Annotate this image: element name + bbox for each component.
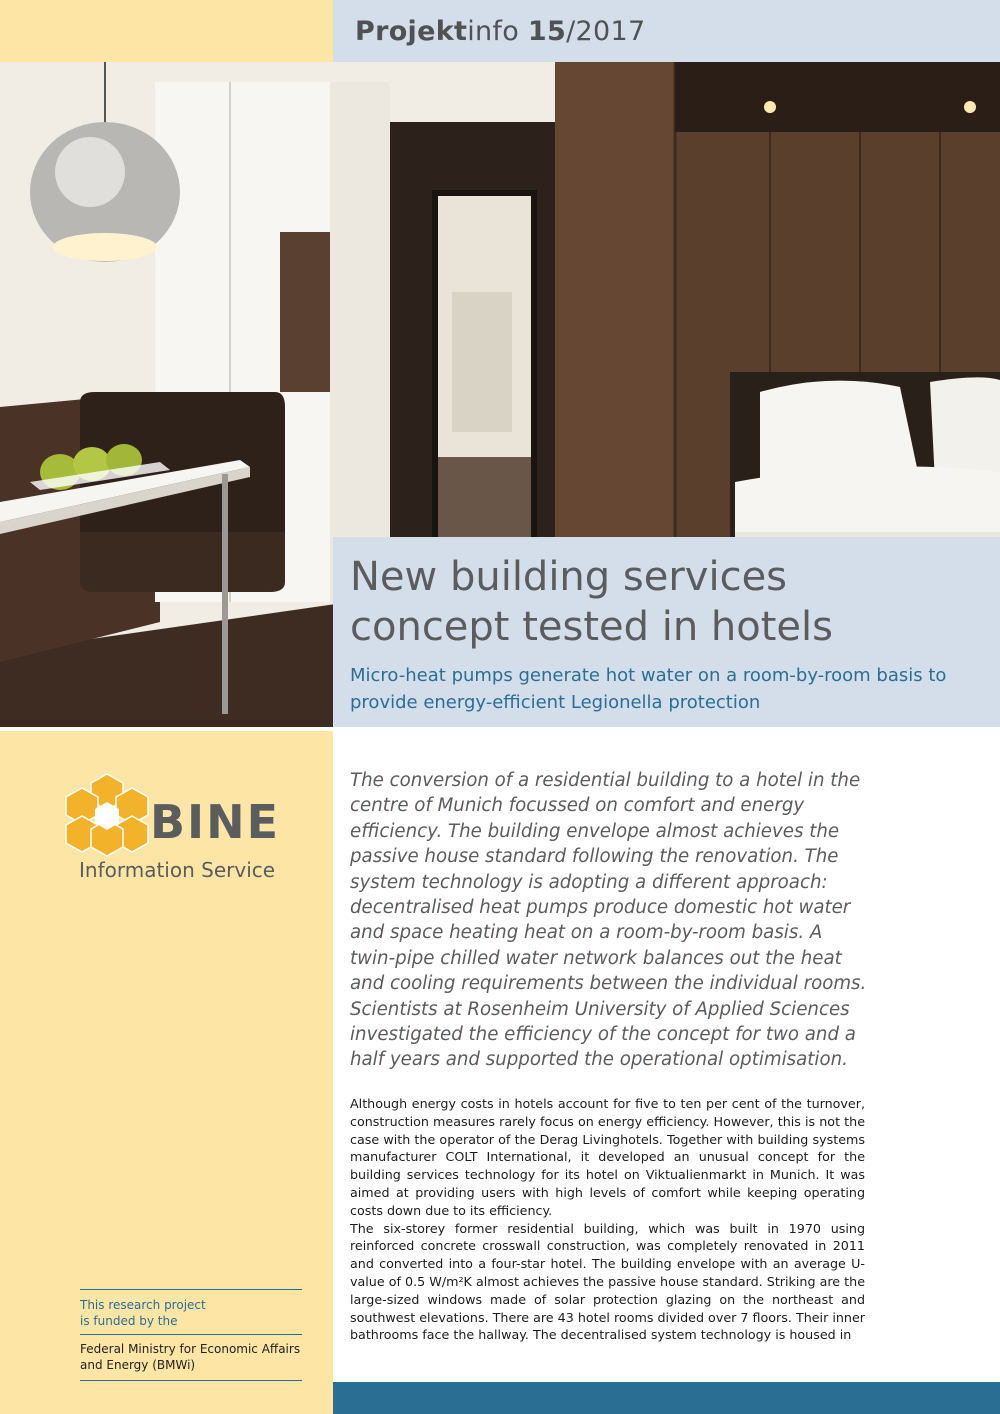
bine-logo-icon (64, 772, 150, 858)
bine-logo (64, 772, 150, 862)
main-subtitle: Micro-heat pumps generate hot water on a room-by-room basis to provide energy-efficient Legionella protection (350, 665, 947, 713)
funding-divider-bottom (80, 1380, 302, 1381)
footer-band (333, 1382, 1000, 1414)
body-paragraph-2: The six-storey former residential building, which was built in 1970 using reinforced concrete crosswall construction, was completely renovated in 2011 and converted into a four-star hotel. The building envelope with an average U-value of 0.5 W/m²K almost achieves the passive house standard. Striking are the large-sized windows made of solar protection glazing on the northeast and southwest elevations. There are 43 hotel rooms divided over 7 floors. Their inner bathrooms face the hallway. The decentralised system technology is housed in (350, 1220, 865, 1343)
body-paragraph-1: Although energy costs in hotels account for five to ten per cent of the turnover, construction measures rarely focus on energy efficiency. However, this is not the case with the operator of the Derag Livinghotels. Together with building systems manufacturer COLT International, it developed an unusual concept for the building services technology for its hotel on Viktualienmarkt in Munich. It was aimed at providing users with high levels of comfort while keeping operating costs down due to its efficiency. (350, 1096, 865, 1218)
projektinfo-title: Projektinfo 15/2017 (355, 16, 646, 47)
funding-label: This research project is funded by the (80, 1298, 206, 1328)
intro-paragraph: The conversion of a residential building to a hotel in the centre of Munich focussed on comfort and energy efficiency. The building envelope almost achieves the passive house standard following the renovation. The system technology is adopting a different approach: decentralised heat pumps produce domestic hot water and space heating heat on a room-by-room basis. A twin-pipe chilled water network balances out the heat and cooling requirements between the individual rooms. Scientists at Rosenheim University of Applied Sciences investigated the efficiency of the concept for two and a half years and supported the operational optimisation. (350, 770, 867, 1071)
bine-wordmark: BINE (150, 795, 281, 849)
header-left-band (0, 0, 333, 62)
funding-divider-top (80, 1289, 302, 1290)
body-text (350, 1095, 865, 1344)
main-title: New building services concept tested in hotels (350, 554, 833, 650)
bine-subtitle: Information Service (79, 858, 276, 882)
funding-ministry: Federal Ministry for Economic Affairs and Energy (BMWi) (80, 1342, 301, 1372)
funding-divider-middle (80, 1334, 302, 1335)
